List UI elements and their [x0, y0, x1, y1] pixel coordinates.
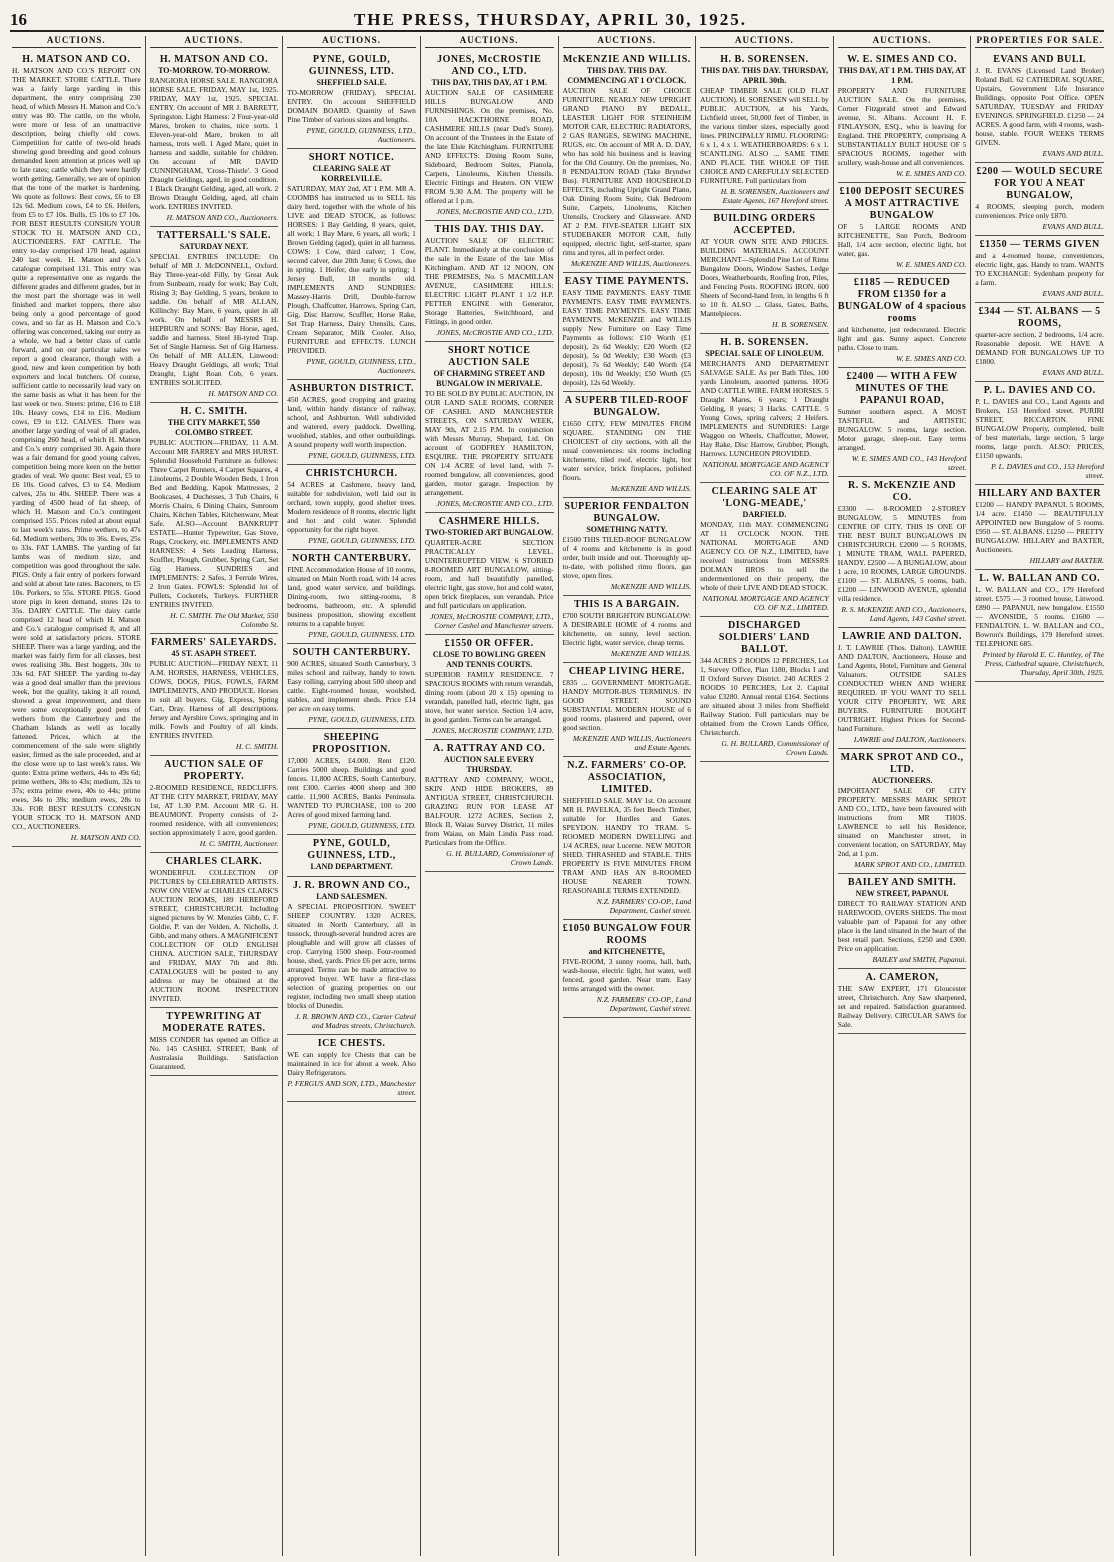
ad-headline: CASHMERE HILLS. [438, 516, 540, 527]
ad-body-text: AUCTION SALE OF CHOICE FURNITURE. NEARLY NEW UPRIGHT GRAND PIANO BY BEDALL, LEASTER LIGHT FOR STEINHEIM MOTOR CAR, ELECTRIC RADIATORS, 2 GAS RANGES, SEWING MACHINE, RUGS, etc. On account of MR A. D. DAY, who has sold his business and is leaving for the Old Country. On the premises, No. 8 PENDALTON ROAD (Take Bryndwr Bus). FURNITURE AND HOUSEHOLD EFFECTS, including Upright Grand Piano, Oak Dining Room Suite, Oak Bedroom Suite, Carpets, Linoleums, Kitchen Utensils, Crockery and Glassware. AND AT 2 P.M. FIVE-SEATER LIGHT SIX STUDEBAKER MOTOR CAR, fully equipped, electric light, self-starter, spare rims and tyres, all in perfect order. [562, 86, 692, 257]
advertisement [838, 749, 967, 874]
ad-subheadline: LAND DEPARTMENT. [310, 862, 393, 871]
ad-body-text: OF 5 LARGE ROOMS AND KITCHENETTE, Sun Porch, Bedroom Hall, 1/4 acre section, electric light, hot water, gas. [837, 222, 967, 258]
ad-signature: EVANS AND BULL. [1042, 289, 1104, 298]
ad-body-text: RANGIORA HORSE SALE. RANGIORA HORSE SALE. FRIDAY, MAY 1st, 1925. FRIDAY, MAY 1st, 1925. SPECIAL ENTRY. On account of MR J. BARRETT, Springston. Light Harness: 2 Four-year-old Mares, broken to chains, nice sorts. 1 Eleven-year-old Mare, broken to all harness, trots well. 1 Aged Mare, quiet in harness and saddle, suitable for children. On account of MR DAVID CUNNINGHAM, 'Cross-Thistle'. 3 Good Draught Geldings, aged, in good condition. 1 Black Draught Gelding, aged, all work. 2 Brown Draught Gelding, aged, all chain work. ENTRIES INVITED. [149, 76, 279, 211]
ad-body-text: and kitchenette, just redecorated. Electric light and gas. Sunny aspect. Concrete paths. Close to tram. [837, 325, 967, 352]
advertisement [975, 236, 1104, 303]
ad-body-text: AUCTION SALE OF CASHMERE HILLS BUNGALOW AND FURNISHINGS. On the premises, No. 10A HACKTHORNE ROAD, CASHMERE HILLS (near Dud's Store). On account of the Trustees in the Estate of the late Elsie Kitchingham. FURNITURE AND EFFECTS: Dining Room Suite, Sideboard, Bedroom Suites, Pianola, Carpets, Linoleums, Kitchen Utensils. Electric Fittings and Heaters. ON VIEW FROM 9.30 A.M. The property will be offered at 1 p.m. [424, 88, 554, 205]
ad-headline: H. MATSON AND CO. [22, 54, 131, 65]
ad-signature: HILLARY and BAXTER. [1029, 556, 1104, 565]
ad-body-text: PUBLIC AUCTION—FRIDAY NEXT, 11 A.M. HORSES, HARNESS, VEHICLES, COWS, DOGS, PIGS, FOWLS, FARM IMPLEMENTS, AND PRODUCE. Horses to suit all buyers. Gig, Express, Spring Cart, Dray. Harness of all descriptions. Jersey and Ayrshire Cows, springing and in milk. Fowls and Poultry of all kinds. ENTRIES INVITED. [149, 659, 279, 740]
advertisement [975, 382, 1104, 485]
ad-body-text: 450 ACRES, good cropping and grazing land, within handy distance of railway, school, and Ashburton. Well subdivided and watered, every paddock. Dwelling, woolshed, stables, and other outbuildings. A sound property well worth inspection. [287, 395, 416, 449]
ad-body-text: AUCTION SALE OF ELECTRIC PLANT. Immediately at the conclusion of the sale in the Estate of the late Miss Kitchingham. AND AT 12 NOON, ON THE PREMISES, No. 5 MACMILLAN AVENUE, CASHMERE HILLS: ELECTRIC LIGHT PLANT 1 1/2 H.P. PETTER ENGINE with Generator, Storage Batteries, Switchboard, and Fittings, in good order. [424, 236, 554, 326]
ad-signature: PYNE, GOULD, GUINNESS, LTD. [308, 715, 416, 724]
ad-body-text: PROPERTY AND FURNITURE AUCTION SALE. On the premises, Corner Fitzgerald street and Edward avenue, St. Albans. Account H. F. FINLAYSON, ESQ., who is leaving for England. THE PROPERTY, comprising A SUBSTANTIALLY BUILT HOUSE OF 5 SPACIOUS ROOMS, together with scullery, wash-house and all conveniences. [837, 86, 967, 167]
ad-headline: AUCTION SALE OF PROPERTY. [164, 759, 264, 782]
ad-signature: McKENZIE AND WILLIS, Auctioneers. [570, 259, 692, 268]
advertisement [425, 740, 554, 872]
ad-headline: SHEEPING PROPOSITION. [312, 732, 391, 755]
advertisement [287, 835, 416, 877]
advertisement [150, 227, 279, 403]
advertisement [287, 1035, 416, 1102]
ad-signature: H. B. SORENSEN, Auctioneers and Estate Agents, 167 Hereford street. [720, 187, 829, 205]
advertisement [563, 51, 692, 273]
advertisement [287, 465, 416, 550]
ad-signature: Printed by Harold E. C. Huntley, of The Press, Cathedral square, Christchurch, Thursday, April 30th, 1925. [982, 650, 1104, 677]
ad-signature: P. L. DAVIES and CO., 153 Hereford street. [991, 462, 1104, 480]
ad-signature: H. C. SMITH. The Old Market, 550 Colombo St. [170, 611, 279, 629]
ad-body-text: £1200 — HANDY PAPANUI. 5 ROOMS, 1/4 acre. £1450 — BEAUTIFULLY APPOINTED new Bungalow of 5 rooms. £950 — ST. ALBANS. £1250 — PRETTY BUNGALOW. HILLARY and BAXTER, Auctioneers. [975, 500, 1104, 554]
ad-signature: NATIONAL MORTGAGE AND AGENCY CO. OF N.Z., LTD. [702, 460, 829, 478]
ad-headline: EVANS AND BULL [993, 54, 1087, 65]
ad-body-text: FIVE-ROOM, 3 sunny rooms, hall, bath, wash-house, electric light, hot water, well fenced, good garden. Near tram. Easy terms arranged with the owner. [562, 957, 692, 993]
ad-signature: J. R. BROWN AND CO., Carter Cabral and Madras streets, Christchurch. [295, 1012, 416, 1030]
ad-subheadline: CLEARING SALE AT KORRELVILLE. [312, 164, 391, 183]
ad-headline: EASY TIME PAYMENTS. [564, 276, 689, 287]
ad-body-text: DIRECT TO RAILWAY STATION AND HAREWOOD, OVERS SHEDS. The most valuable part of Papanui for any other place is the land situated in the heart of the best retail part. Sections, £250 and £300. Price on application. [837, 899, 967, 953]
advertisement [975, 163, 1104, 236]
ad-signature: H. B. SORENSEN. [772, 320, 829, 329]
ad-signature: EVANS AND BULL. [1042, 149, 1104, 158]
ad-body-text: £1500 THIS TILED-ROOF BUNGALOW of 4 rooms and kitchenette is in good order, built inside and out. Thoroughly up-to-date, with polished rimu floors, gas stove, open fires. [562, 535, 692, 580]
ad-signature: PYNE, GOULD, GUINNESS, LTD. [308, 451, 416, 460]
ad-signature: W. E. SIMES AND CO., 143 Hereford street. [851, 454, 967, 472]
ad-headline: L. W. BALLAN AND CO. [979, 573, 1101, 584]
advertisement [150, 1008, 279, 1076]
ad-headline: TYPEWRITING AT MODERATE RATES. [162, 1011, 266, 1034]
ad-signature: H. C. SMITH, Auctioneer. [199, 839, 279, 848]
ad-body-text: CHEAP TIMBER SALE (OLD FLAT AUCTION). H. SORENSEN will SELL by PUBLIC AUCTION, at his Yards, Lichfield street, 50,000 feet of Timber, in the various timber sizes, especially good lines. PRINCIPALLY RIMU. FLOORING: 6 x 1, 4 x 1. WEATHERBOARDS: 6 x 1. SCANTLING. ALSO ... SAME TIME AND PLACE. THE WHOLE OF THE CHOICE AND CAREFULLY SELECTED FURNITURE. Full particulars from [700, 86, 829, 185]
ad-body-text: J. T. LAWRIE (Thos. Dalton). LAWRIE AND DALTON, Auctioneers, House and Land Agents, Hotel, Furniture and General Valuators. OUTSIDE SALES CONDUCTED WHEN AND WHERE REQUIRED. IF YOU WANT TO SELL YOUR CITY PROPERTY, WE ARE BUYERS. FURNITURE BOUGHT OUTRIGHT. Highest Prices for Second-hand Furniture. [837, 643, 967, 733]
advertisement [563, 498, 692, 596]
ad-signature: EVANS AND BULL. [1042, 222, 1104, 231]
ad-body-text: FINE Accommodation House of 10 rooms, situated on Main North road, with 14 acres land, good water service, and buildings. Dining-room, two sitting-rooms, 8 bedrooms, bathroom, etc. A splendid business proposition, showing excellent returns to a capable buyer. [287, 565, 416, 628]
ad-headline: THIS DAY. THIS DAY. [434, 224, 544, 235]
ad-headline: P. L. DAVIES AND CO. [983, 385, 1096, 396]
advertisement [975, 51, 1104, 163]
advertisement [287, 149, 416, 380]
advertisement [287, 644, 416, 729]
advertisement [838, 183, 967, 274]
ad-subheadline: TWO-STORIED ART BUNGALOW. [425, 528, 554, 537]
ad-headline: BAILEY AND SMITH. [847, 877, 957, 888]
advertisement [838, 969, 967, 1034]
ad-signature: H. MATSON AND CO. [208, 389, 279, 398]
column-heading: AUCTIONS. [700, 36, 829, 48]
advertisement [563, 757, 692, 920]
ad-subheadline: AUCTION SALE EVERY THURSDAY. [443, 755, 535, 774]
ad-signature: McKENZIE AND WILLIS. [610, 649, 692, 658]
ad-headline: £1550 OR OFFER. [444, 638, 534, 649]
ad-headline: CHARLES CLARK. [165, 856, 263, 867]
ad-signature: JONES, McCROSTIE COMPANY, LTD., Corner Cashel and Manchester streets. [430, 612, 554, 630]
ad-signature: H. MATSON AND CO. [70, 833, 141, 842]
ad-body-text: WONDERFUL COLLECTION OF PICTURES by CELEBRATED ARTISTS. NOW ON VIEW at CHARLES CLARK'S AUCTION ROOMS, 189 HEREFORD STREET, CHRISTCHURCH. Including signed pictures by W. Menzies Gibb, C. F. Goldie, P. van der Velden, A. Nicholls, J. Gibb, and many others. A MAGNIFICENT COLLECTION OF OLD ENGLISH CHINA. AUCTION SALE, THURSDAY and FRIDAY, MAY 7th and 8th. CATALOGUES will be posted to any address or may be obtained at the AUCTION ROOM. INSPECTION INVITED. [149, 868, 279, 1003]
ad-headline: H. C. SMITH. [180, 406, 248, 417]
advertisement [975, 485, 1104, 570]
ad-signature: G. H. BULLARD, Commissioner of Crown Lands. [446, 849, 554, 867]
ad-body-text: SUPERIOR FAMILY RESIDENCE. 7 SPACIOUS ROOMS with return verandah, dining room (about 20 x 15) opening to verandah, panelled hall, electric light, gas stove, hot water service. Section 1/4 acre, in good garden. Terms can be arranged. [424, 670, 554, 724]
ad-body-text: WE can supply Ice Chests that can be maintained in ice for about a week. Also Dairy Refrigerators. [287, 1050, 416, 1077]
ad-headline: CHEAP LIVING HERE. [568, 666, 685, 677]
advertisement [838, 628, 967, 749]
column-1 [8, 36, 146, 1556]
ad-signature: NATIONAL MORTGAGE AND AGENCY CO. OF N.Z., LIMITED. [702, 594, 829, 612]
ad-signature: PYNE, GOULD, GUINNESS, LTD., Auctioneers. [306, 126, 416, 144]
ad-subheadline: NEW STREET, PAPANUI. [855, 889, 949, 898]
ad-signature: W. E. SIMES AND CO. [896, 169, 967, 178]
ad-subheadline: OF CHARMING STREET AND BUNGALOW IN MERIVALE. [433, 369, 545, 388]
ad-headline: ASHBURTON DISTRICT. [289, 383, 415, 394]
ad-signature: JONES, McCROSTIE AND CO., LTD. [436, 328, 554, 337]
ad-body-text: £835 ... GOVERNMENT MORTGAGE. HANDY MOTOR-BUS TERMINUS. IN GOOD STREET. SOUND SUBSTANTIAL MODERN HOUSE of 6 good rooms, plastered and papered, over good section. [562, 678, 692, 732]
ad-signature: McKENZIE AND WILLIS. [610, 484, 692, 493]
ad-signature: McKENZIE AND WILLIS, Auctioneers and Estate Agents. [572, 734, 692, 752]
ad-headline: £100 DEPOSIT SECURES A MOST ATTRACTIVE BUNGALOW [839, 186, 965, 221]
advertisement [150, 51, 279, 227]
advertisement [700, 483, 829, 617]
ad-signature: PYNE, GOULD, GUINNESS, LTD., Auctioneers. [306, 357, 416, 375]
column-heading: AUCTIONS. [150, 36, 279, 48]
advertisement [287, 877, 416, 1035]
ad-subheadline: SOMETHING NATTY. [586, 525, 668, 534]
column-heading: PROPERTIES FOR SALE. [975, 36, 1104, 48]
advertisement [425, 342, 554, 513]
ad-headline: PYNE, GOULD, GUINNESS, LTD. [308, 54, 395, 77]
ad-signature: LAWRIE and DALTON, Auctioneers. [853, 735, 967, 744]
ad-subheadline: THIS DAY, AT 1 P.M. THIS DAY, AT 1 P.M. [838, 66, 966, 85]
ad-body-text: SATURDAY, MAY 2nd, AT 1 P.M. MR A. COOMBS has instructed us to SELL his dairy herd, together with the whole of his LIVE and DEAD STOCK, as follows: HORSES: 1 Bay Gelding, 8 years, quiet, all work; 1 Bay Mare, 6 years, all work; 1 Brown Gelding (aged), quiet in all harness. COWS: 1 Cow, third calver; 1 Cow, second calver, due 20th June; 6 Cows, due in spring. 1 Heifer, due early in spring; 1 Jersey Bull, 18 months old. IMPLEMENTS AND SUNDRIES: Massey-Harris Drill, Double-furrow Plough, Chaffcutter, Harrows, Spring Cart, Gig, Disc Harrow, Scuffler, Horse Rake, Set Trap Harness, Dairy Utensils, Cans, Cream Separator, Milk Cooler. Also, FURNITURE and EFFECTS. LUNCH PROVIDED. [287, 184, 416, 355]
ad-headline: THIS IS A BARGAIN. [573, 599, 680, 610]
ad-subheadline: and KITCHENETTE, [588, 947, 665, 956]
ad-signature: H. MATSON AND CO., Auctioneers. [166, 213, 279, 222]
ad-headline: A. CAMERON, [865, 972, 939, 983]
advertisement [150, 634, 279, 756]
ad-body-text: J. R. EVANS (Licensed Land Broker) Roland Bull. 62 CATHEDRAL SQUARE, Upstairs, Government Life Insurance Buildings, opposite Post Office. OPEN SATURDAY, TUESDAY and FRIDAY EVENINGS. SPRINGFIELD. £1250 — 24 ACRES. A good farm, with 4 rooms, wash-house, stable. FOUR WEEKS TERMS GIVEN. [975, 66, 1104, 147]
ad-subheadline: LAND SALESMEN. [316, 892, 387, 901]
ad-headline: BUILDING ORDERS ACCEPTED. [713, 213, 816, 236]
advertisement [150, 756, 279, 853]
ad-signature: McKENZIE AND WILLIS. [610, 582, 692, 591]
ad-body-text: H. MATSON AND CO.'S REPORT ON THE MARKET. STORE CATTLE. There was a fairly large yarding in this department, the entry comprising 230 head, of which Messrs H. Matson and Co.'s entry was 80. The cattle, on the whole, were more or less of an unattractive description, being chiefly old cows. Competition for cattle of two-old heads showing good breeding and good colours demanded keen attention at prices well up to late rates; cattle which they were hardly worth getting. Generally, we are of opinion that the tone of the market is hardening. We quote as follows: Best cows, £6 to £8 12s 6d. Medium cows, £4 to £6. Heifers, from £5 to £7 10s. Bulls, £5 10s to £7 10s. FOR BEST RESULTS CONSIGN YOUR STOCK TO H. MATSON AND CO., AUCTIONEERS. FAT CATTLE. The entry to-day comprised 170 head, against 240 last week. H. Matson and Co.'s catalogue comprised 131. This entry was quite a representative one as regards the different grades and different grades, but in the most part the shortage was in well finished and market toppers, there also being only a good percentage of good cows, and so far as H. Matson and Co.'s offering was concerned, taking our entry as a whole, we had a better class of cattle forward, and on our particular sales we report a good clearance, though with a good, new and keen competition by both exporters and local butchers. Of course, sufficient cattle to necessarily lead vary on the same basis as what it has been for the last week or two. Steers: prime, £16 to £18 10s. Heavy cows, £14 to £16. Medium cows, £9 to £12. CALVES. There was another large yarding of veal of all grades, comprising 260 head, of which H. Matson and Co.'s entry comprised 30. Again there was a fair demand for good young calves, competition being more keen on the better grades of veal. We quote: Best veal, £5 to £6 10s. Good calves, £3 to £4. Medium calves, 25s to 40s. SHEEP. There was a yarding of 4500 head of fat sheep, of which H. Matson and Co.'s contingent comprised 155. Prices ruled at about equal to last week's rates. Prime wethers, to 47s 6d. Medium wethers, 30s to 36s. Ewes, 25s to 33s. FAT LAMBS. The yarding of fat lambs was of medium size, and competition was good throughout the sale. PIGS. Only a fair entry of porkers forward and sold at about late rates. Baconers, to £5 10s. Porkers, to 55s. STORE PIGS. Good store pigs in keen demand, stores 12s to 35s. DAIRY CATTLE. The dairy cattle comprised 12 head of which H. Matson and Co.'s catalogue comprised 8, and all were sold at satisfactory prices. STORE SHEEP. There was a large yarding, and the market was fairly firm for all classes, best ewes realising 38s. Best hoggets, 30s to 33s 6d. FAT SHEEP. The yarding to-day was a good deal smaller than the previous week, but the quality, taking it all round, showed a great improvement, and there were some exceptionally good pens of wethers from the Canterbury and the Chatham Islands as well as locally fattened. Prices, which at the commencement of the sale were slightly easier, firmed as the sale proceeded, and at the close were up to last week's rates. We quote: Extra prime wethers, 44s to 49s 6d; prime wethers, 38s to 43s; medium, 32s to 37s; extra prime ewes, 40s to 44s; prime ewes, 34s to 39s; medium ewes, 28s to 33s. FOR BEST RESULTS CONSIGN YOUR STOCK TO H. MATSON AND CO., AUCTIONEERS. [12, 66, 141, 831]
advertisement [975, 303, 1104, 382]
ad-signature: P. FERGUS AND SON, LTD., Manchester street. [287, 1079, 416, 1097]
advertisement [287, 51, 416, 149]
advertisement [287, 380, 416, 465]
ad-signature: JONES, McCROSTIE AND CO., LTD. [436, 499, 554, 508]
advertisement [700, 334, 829, 483]
ad-subheadline: TO-MORROW. TO-MORROW. [158, 66, 270, 75]
page-number: 16 [10, 10, 27, 29]
columns-container [8, 36, 1108, 1556]
ad-signature: N.Z. FARMERS' CO-OP., Land Department, Cashel street. [596, 995, 692, 1013]
ad-subheadline: CLOSE TO BOWLING GREEN AND TENNIS COURTS. [432, 650, 546, 669]
ad-subheadline: THIS DAY, THIS DAY, AT 1 P.M. [431, 78, 547, 87]
advertisement [975, 570, 1104, 682]
column-2 [146, 36, 284, 1556]
advertisement [150, 403, 279, 634]
advertisement [287, 550, 416, 644]
ad-headline: £200 — WOULD SECURE FOR YOU A NEAT BUNGALOW, [976, 166, 1103, 201]
column-4 [421, 36, 559, 1556]
ad-signature: R. S. McKENZIE AND CO., Auctioneers, Land Agents, 143 Cashel street. [841, 605, 967, 623]
ad-body-text: 54 ACRES at Cashmere, heavy land, suitable for subdivision, well laid out in orchard, town supply, good shelter trees. Modern residence of 8 rooms, electric light and hot and cold water. Splendid opportunity for the right buyer. [287, 480, 416, 534]
advertisement [838, 51, 967, 183]
ad-body-text: £3300 — 8-ROOMED 2-STOREY BUNGALOW, 5 MINUTES from CENTRE OF CITY. THIS IS ONE OF THE BEST BUILT BUNGALOWS IN CHRISTCHURCH. £2000 — 5 ROOMS, 1 MINUTE TRAM, WALL PAPERED, HANDY. £2500 — A BUNGALOW, about 1 acre, 10 ROOMS, LARGE GROUNDS. £1100 — ST. ALBANS, 5 rooms, bath. £1200 — LINWOOD AVENUE, splendid villa residence. [837, 504, 967, 603]
ad-headline: £1350 — TERMS GIVEN [979, 239, 1100, 250]
ad-subheadline: SHEFFIELD SALE. [316, 78, 387, 87]
ad-headline: FARMERS' SALEYARDS. [151, 637, 277, 648]
advertisement [150, 853, 279, 1008]
advertisement [838, 874, 967, 969]
ad-body-text: 17,000 ACRES, £4.000. Rent £120. Carries 5000 sheep. Buildings and good fences. 11,800 ACRES, South Canterbury, rent £300. Carries 4000 sheep and 300 cattle. 11,900 ACRES, Banks Peninsula. WANTED TO PURCHASE, 100 to 200 Acres of good mixed farming land. [287, 756, 416, 819]
advertisement [563, 920, 692, 1018]
ad-signature: JONES, McCROSTIE AND CO., LTD. [436, 207, 554, 216]
ad-body-text: L. W. BALLAN and CO., 179 Hereford street. £575 — 3 roomed house, Linwood. £890 — PAPANUI, new bungalow. £1550 — AVONSIDE, 5 rooms. £1600 — FENDALTON. L. W. BALLAN and CO., Bowron's Buildings, 179 Hereford street. TELEPHONE 685. [975, 585, 1104, 648]
ad-headline: H. B. SORENSEN. [720, 337, 809, 348]
ad-headline: PYNE, GOULD, GUINNESS, LTD., [307, 838, 396, 861]
column-heading: AUCTIONS. [838, 36, 967, 48]
ad-signature: BAILEY and SMITH, Papanui. [872, 955, 967, 964]
column-heading: AUCTIONS. [563, 36, 692, 48]
ad-headline: HILLARY AND BAXTER [978, 488, 1102, 499]
ad-body-text: THE SAW EXPERT, 171 Gloucester street, Christchurch. Any Saw sharpened, set and repaired. Satisfaction guaranteed. Railway Delivery. CIRCULAR SAWS for Sale. [837, 984, 967, 1029]
ad-subheadline: THIS DAY. THIS DAY. THURSDAY, APRIL 30th. [700, 66, 828, 85]
ad-body-text: A SPECIAL PROPOSITION. 'SWEET' SHEEP COUNTRY. 1320 ACRES, situated in North Canterbury, all in tussock, through-several hundred acres are ploughable and will grow all classes of crop. Carrying 1500 sheep. Four-roomed house, shed, yards. Price £6 per acre, terms arranged. Terms can be made attractive to approved buyer. WE have a first-class selection of grazing properties on our register, including two small sheep station blocks of Dunedin. [287, 902, 416, 1010]
ad-signature: W. E. SIMES AND CO. [896, 354, 967, 363]
advertisement [425, 513, 554, 635]
ad-headline: CHRISTCHURCH. [305, 468, 398, 479]
advertisement [287, 729, 416, 835]
ad-headline: £1050 BUNGALOW FOUR ROOMS [562, 923, 691, 946]
ad-headline: SHORT NOTICE. [308, 152, 395, 163]
ad-body-text: RATTRAY AND COMPANY, WOOL, SKIN AND HIDE BROKERS, 89 ANTIGUA STREET, CHRISTCHURCH. GRAZING RUN FOR LEASE AT BALFOUR. 1272 ACRES, Section 2, Block II, Waiau Survey District, 11 miles from Waiau, on Main Lindis Pass road. Particulars from the Office. [424, 775, 554, 847]
advertisement [838, 368, 967, 477]
ad-headline: MARK SPROT AND CO., LTD. [840, 752, 964, 775]
ad-signature: G. H. BULLARD, Commissioner of Crown Lands. [721, 739, 829, 757]
advertisement [12, 51, 141, 847]
advertisement [563, 273, 692, 392]
ad-subheadline: SPECIAL SALE OF LINOLEUM. [705, 349, 824, 358]
advertisement [563, 596, 692, 663]
ad-body-text: MISS CONDER has opened an Office at No. 145 CASHEL STREET, Bank of Australasia Buildings. Satisfaction Guaranteed. [149, 1035, 279, 1071]
ad-body-text: £1650 CITY, FEW MINUTES FROM SQUARE. STANDING ON THE CHOICEST of city sections, with all the usual conveniences: six rooms including kitchenette, tiled roof, electric light, hot water service, brick fireplaces, polished floors. [562, 419, 692, 482]
advertisement [700, 210, 829, 334]
ad-headline: R. S. McKENZIE AND CO. [847, 480, 957, 503]
ad-body-text: 4 ROOMS, sleeping porch, modern conveniences. Price only £870. [975, 202, 1104, 220]
ad-signature: H. C. SMITH. [235, 742, 279, 751]
ad-subheadline: AUCTIONEERS. [871, 776, 933, 785]
ad-body-text: TO-MORROW (FRIDAY). SPECIAL ENTRY. On account SHEFFIELD DOMAIN BOARD. Quantity of Sawn Pine Timber of various sizes and lengths. [287, 88, 416, 124]
ad-body-text: 344 ACRES 2 ROODS 12 PERCHES, Lot 1, Survey Office, Plan 1180, Blocks I and II Oxford Survey District. 240 ACRES 2 ROODS 10 PERCHES, Lot 2. Capital value £3280. Annual rental £164. Sections are situated about 3 miles from Sheffield Railway Station. Full particulars may be obtained from the Crown Lands Office, Christchurch. [700, 656, 829, 737]
ad-body-text: £700 SOUTH BRIGHTON BUNGALOW: A DESIRABLE HOME of 4 rooms and kitchenette, on sunny, level section. Electric light, water service, cheap terms. [562, 611, 692, 647]
ad-headline: TATTERSALL'S SALE. [156, 230, 272, 241]
ad-body-text: AT YOUR OWN SITE AND PRICES. BUILDING MATERIALS. ACCOUNT MERCHANT—Splendid Pine Lot of Rimu Bungalow Doors, Window Sashes, Ledge Doors, Weatherboards, Roofing Iron, Piles, and Fencing Posts. ROOFING IRON. 600 Sheets of Second-hand Iron, in lengths 6 ft to 10 ft. ALSO ... Glass, Gates, Baths, Mantelpieces. [700, 237, 829, 318]
ad-headline: H. MATSON AND CO. [159, 54, 268, 65]
column-heading: AUCTIONS. [12, 36, 141, 48]
column-6 [696, 36, 834, 1556]
column-8 [971, 36, 1108, 1556]
ad-signature: W. E. SIMES AND CO. [896, 260, 967, 269]
ad-body-text: SPECIAL ENTRIES INCLUDE: On behalf of MR J. McDONNELL, Oxford. Bay Three-year-old Filly, by Great Auk from Sunbeam, ready for work; Bay Colt, Rising 3; Bay Gelding, 5 years, broken to saddle. On behalf of MR ALLAN, Killinchy: Bay Mare, 6 years, quiet in all work. On behalf of MESSRS H. HEPBURN and SONS: Bay Horse, aged, saddle and harness. Steel Hi-tyred Trap. Set of Single Harness. Set of Gig Harness. On behalf of MR ALLEN, Linwood: Heavy Draught Geldings, all work; Trial Draught, Light Roan Cob, 6 years. ENTRIES SOLICITED. [149, 252, 279, 387]
column-3 [283, 36, 421, 1556]
ad-headline: SHORT NOTICE AUCTION SALE [447, 345, 531, 368]
advertisement [838, 274, 967, 368]
column-7 [834, 36, 972, 1556]
advertisement [425, 635, 554, 740]
ad-signature: PYNE, GOULD, GUINNESS, LTD. [308, 630, 416, 639]
ad-headline: DISCHARGED SOLDIERS' LAND BALLOT. [718, 620, 811, 655]
column-heading: AUCTIONS. [287, 36, 416, 48]
ad-headline: N.Z. FARMERS' CO-OP. ASSOCIATION, LIMITED. [567, 760, 687, 795]
newspaper-title: THE PRESS, THURSDAY, APRIL 30, 1925. [353, 10, 748, 29]
ad-headline: £2400 — WITH A FEW MINUTES OF THE PAPANUI ROAD, [846, 371, 958, 406]
advertisement [425, 51, 554, 221]
advertisement [563, 663, 692, 757]
masthead [10, 8, 1104, 32]
advertisement [838, 477, 967, 628]
ad-signature: MARK SPROT AND CO., LIMITED. [854, 860, 967, 869]
ad-headline: £1185 — REDUCED FROM £1350 for a BUNGALOW of 4 spacious rooms [837, 277, 967, 324]
ad-body-text: PUBLIC AUCTION—FRIDAY, 11 A.M. Account MR FARREY and MRS HURST. Splendid Household Furniture as follows: Three Carpet Runners, 4 Carpet Squares, 4 Linoleums, 2 Double Wooden Beds, 1 Iron Bed and Bedding, Kapok Mattresses, 2 Bookcases, 4 Duchesses, 3 Tub Chairs, 6 Morris Chairs, 6 Dining Chairs, Sunroom Chairs, Kitchen Tables, Kitchenware, Meat Safe. ALSO—Account BANKRUPT ESTATE—Hunter Typewriter, Gas Stove, Rugs, Crockery, etc. IMPLEMENTS AND HARNESS: 4 Sets Leading Harness, Scuffler, Plough, Grubber, Spring Cart, Set Gig Harness. SUNDRIES and IMPLEMENTS: 2 Safes, 3 Ferrule Wires, 2 Iron Gates. FOWLS: Splendid lot of Pullets, Cockerels, Turkeys. FURTHER ENTRIES INVITED. [149, 438, 279, 609]
ad-subheadline: 45 ST. ASAPH STREET. [171, 649, 257, 658]
ad-body-text: 900 ACRES, situated South Canterbury, 3 miles school and railway, handy to town. Easy rolling, carrying about 500 sheep and cattle. Eight-roomed house, woolshed, stables, and implement sheds. Price £14 per acre on easy terms. [287, 659, 416, 713]
ad-signature: PYNE, GOULD, GUINNESS, LTD. [308, 821, 416, 830]
advertisement [700, 617, 829, 762]
advertisement [425, 221, 554, 342]
ad-body-text: 2-ROOMED RESIDENCE, REDCLIFFS. AT THE CITY MARKET, FRIDAY, MAY 1st, AT 1.30 P.M. Account MR G. H. BEAUMONT. Property consists of 2-roomed residence, with all conveniences; section approximately 1 acre, good garden. [149, 783, 279, 837]
column-5 [559, 36, 697, 1556]
ad-subheadline: SATURDAY NEXT. [179, 242, 249, 251]
ad-headline: ICE CHESTS. [317, 1038, 386, 1049]
ad-signature: JONES, McCROSTIE COMPANY, LTD. [432, 726, 554, 735]
ad-subheadline: THE CITY MARKET, 550 COLOMBO STREET. [167, 418, 260, 437]
ad-body-text: EASY TIME PAYMENTS. EASY TIME PAYMENTS. EASY TIME PAYMENTS. EASY TIME PAYMENTS. EASY TIME PAYMENTS. McKENZIE and WILLIS supply New Furniture on Easy Time Payments as follows: £10 Worth (£1 deposit), 2s 6d Weekly; £20 Worth (£2 deposit), 5s 0d Weekly; £30 Worth (£3 deposit), 7s 6d Weekly; £40 Worth (£4 deposit), 10s 0d Weekly; £50 Worth (£5 deposit), 12s 6d Weekly. [562, 288, 692, 387]
ad-headline: A. RATTRAY AND CO. [433, 743, 546, 754]
ad-headline: NORTH CANTERBURY. [292, 553, 412, 564]
ad-headline: W. E. SIMES AND CO. [847, 54, 958, 65]
advertisement [700, 51, 829, 210]
ad-body-text: IMPORTANT SALE OF CITY PROPERTY. MESSRS MARK SPROT AND CO., LTD., have been favoured with instructions from MR THOS. LAWRENCE to sell his Residence, situated on Manchester street, in convenient location, on SATURDAY, May 2nd, at 1 p.m. [837, 786, 967, 858]
ad-headline: J. R. BROWN AND CO., [292, 880, 411, 891]
ad-body-text: SHEFFIELD SALE. MAY 1st. On account MR H. PAVELKA, 35 feet Beech Timber, suitable for Hurdles and Gates. SPEYDON. HANDY TO TRAM. 5-ROOMED MODERN DWELLING and 1/4 ACRES, near Lucerne. NEW MOTOR SHED. THRASHED and STABLE. THIS PROPERTY IS FIVE MINUTES FROM TRAM AND HAS AN 8-ROOMED HOUSE NEARER TOWN. REASONABLE TERMS EXTENDED. [562, 796, 692, 895]
ad-headline: £344 — ST. ALBANS — 5 ROOMS, [978, 306, 1101, 329]
ad-signature: EVANS AND BULL. [1042, 368, 1104, 377]
ad-body-text: MONDAY, 11th MAY. COMMENCING AT 11 O'CLOCK NOON. THE NATIONAL MORTGAGE AND AGENCY CO. OF N.Z., LIMITED, have received instructions from MESSRS DOLMAN BROS to sell the undermentioned on their property, the whole of their LIVE AND DEAD STOCK. [700, 520, 829, 592]
ad-body-text: quarter-acre section, 2 bedrooms, 1/4 acre. Reasonable deposit. WE HAVE A DEMAND FOR BUNGALOWS UP TO £1800. [975, 330, 1104, 366]
ad-headline: JONES, McCROSTIE AND CO., LTD. [437, 54, 542, 77]
ad-body-text: and a 4-roomed house, conveniences, electric light, gas. Handy to tram. WANTS TO EXCHANGE: Sydenham property for a farm. [975, 251, 1104, 287]
ad-signature: N.Z. FARMERS' CO-OP., Land Department, Cashel street. [596, 897, 692, 915]
ad-subheadline: THIS DAY. THIS DAY. COMMENCING AT 1 O'CLOCK. [567, 66, 687, 85]
ad-headline: McKENZIE AND WILLIS. [562, 54, 691, 65]
column-heading: AUCTIONS. [425, 36, 554, 48]
ad-headline: SUPERIOR FENDALTON BUNGALOW. [564, 501, 690, 524]
ad-body-text: Sumner southern aspect. A MOST TASTEFUL and ARTISTIC BUNGALOW. 5 rooms, large section. Motor garage, sleep-out. Easy terms arranged. [837, 407, 967, 452]
ad-body-text: MERCHANTS AND DEPARTMENT SALVAGE SALE. As per Bath Tiles, 100 yards Linoleum, assorted patterns. HOG AND CATTLE WIRE. FARM HORSES. 5 Draught Mares, 6 years; 1 Draught Gelding, 8 years; 3 Hacks. CATTLE. 5 Young Cows, spring calvers; 2 Heifers. IMPLEMENTS and SUNDRIES: Large Waggon on Wheels, Chaffcutter, Mower, Hay Rake, Disc Harrow, Grubber, Plough, Harrows. LUNCHEON PROVIDED. [700, 359, 829, 458]
ad-subheadline: DARFIELD. [742, 510, 787, 519]
ad-headline: A SUPERB TILED-ROOF BUNGALOW. [564, 395, 689, 418]
ad-headline: CLEARING SALE AT 'LONG-MEADE,' [711, 486, 818, 509]
ad-signature: PYNE, GOULD, GUINNESS, LTD. [308, 536, 416, 545]
ad-headline: LAWRIE AND DALTON. [842, 631, 962, 642]
advertisement [563, 392, 692, 498]
ad-body-text: QUARTER-ACRE SECTION PRACTICALLY LEVEL. UNINTERRUPTED VIEW. 6 STORIED 8-ROOMED ART BUNGALOW, sitting-room, and hall beautifully panelled, electric light, gas stove, hot and cold water, open brick fireplaces, sun verandah. Price and full particulars on application. [424, 538, 554, 610]
ad-headline: SOUTH CANTERBURY. [292, 647, 411, 658]
ad-body-text: TO BE SOLD BY PUBLIC AUCTION, IN OUR LAND SALE ROOMS, CORNER OF CASHEL AND MANCHESTER STREETS, ON SATURDAY WEEK, MAY 9th, AT 2.15 P.M. In conjunction with Messrs Murray, Shepard, Ltd. On account of GODFREY HAMILTON, ESQUIRE. THE PROPERTY SITUATE ON 1/4 ACRE of level land, with 7-roomed bungalow, all conveniences, good garden, motor garage. Inspection by arrangement. [424, 389, 554, 497]
ad-body-text: P. L. DAVIES and CO., Land Agents and Brokers, 153 Hereford street. PURIRI STREET, RICCARTON. FINE BUNGALOW Property, completed, built of best materials, large section, 5 large rooms, large porch. ALSO: PRICES, £1150 upwards. [975, 397, 1104, 460]
ad-headline: H. B. SORENSEN. [720, 54, 809, 65]
